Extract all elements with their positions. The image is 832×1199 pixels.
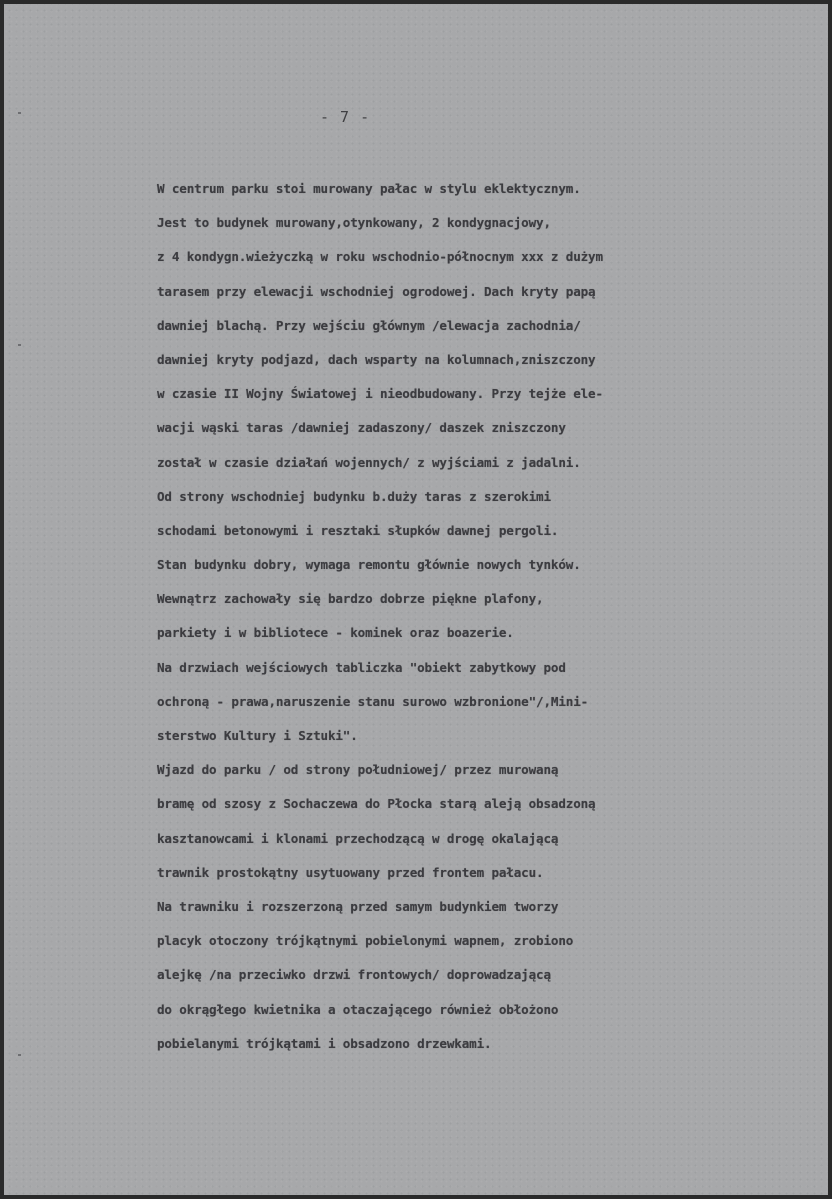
edge-mark <box>18 1054 21 1056</box>
text-line: bramę od szosy z Sochaczewa do Płocka starą aleją obsadzoną <box>157 796 596 812</box>
text-line: parkiety i w bibliotece - kominek oraz boazerie. <box>157 625 514 641</box>
page-number: - 7 - <box>320 108 371 126</box>
text-line: ochroną - prawa,naruszenie stanu surowo wzbronione"/,Mini- <box>157 693 589 709</box>
text-line: kasztanowcami i klonami przechodzącą w drogę okalającą <box>157 830 559 846</box>
text-line: dawniej kryty podjazd, dach wsparty na kolumnach,zniszczony <box>157 351 596 367</box>
text-line: w czasie II Wojny Światowej i nieodbudowany. Przy tejże ele- <box>157 386 603 402</box>
text-line: Stan budynku dobry, wymaga remontu głównie nowych tynków. <box>157 557 581 573</box>
text-line: został w czasie działań wojennych/ z wyjściami z jadalni. <box>157 454 581 470</box>
text-line: Na drzwiach wejściowych tabliczka "obiekt zabytkowy pod <box>157 659 566 675</box>
text-line: tarasem przy elewacji wschodniej ogrodowej. Dach kryty papą <box>157 283 596 299</box>
text-line: schodami betonowymi i resztaki słupków dawnej pergoli. <box>157 522 559 538</box>
text-line: Wjazd do parku / od strony południowej/ przez murowaną <box>157 762 559 778</box>
edge-mark <box>18 344 21 346</box>
typewritten-body <box>157 172 817 1061</box>
text-line: alejkę /na przeciwko drzwi frontowych/ doprowadzającą <box>157 967 551 983</box>
text-line: Jest to budynek murowany,otynkowany, 2 kondygnacjowy, <box>157 215 551 231</box>
document-page <box>4 4 828 1195</box>
text-line: pobielanymi trójkątami i obsadzono drzewkami. <box>157 1035 492 1051</box>
text-line: Na trawniku i rozszerzoną przed samym budynkiem tworzy <box>157 898 559 914</box>
text-line: dawniej blachą. Przy wejściu głównym /elewacja zachodnia/ <box>157 317 581 333</box>
text-line: Wewnątrz zachowały się bardzo dobrze piękne plafony, <box>157 591 544 607</box>
edge-mark <box>18 112 21 114</box>
text-line: z 4 kondygn.wieżyczką w roku wschodnio-północnym xxx z dużym <box>157 249 603 265</box>
text-line: trawnik prostokątny usytuowany przed frontem pałacu. <box>157 864 544 880</box>
text-line: Od strony wschodniej budynku b.duży taras z szerokimi <box>157 488 551 504</box>
text-line: wacji wąski taras /dawniej zadaszony/ daszek zniszczony <box>157 420 566 436</box>
text-line: placyk otoczony trójkątnymi pobielonymi wapnem, zrobiono <box>157 933 574 949</box>
text-line: sterstwo Kultury i Sztuki". <box>157 728 358 743</box>
text-line: W centrum parku stoi murowany pałac w stylu eklektycznym. <box>157 181 581 196</box>
text-line: do okrągłego kwietnika a otaczającego również obłożono <box>157 1001 559 1017</box>
